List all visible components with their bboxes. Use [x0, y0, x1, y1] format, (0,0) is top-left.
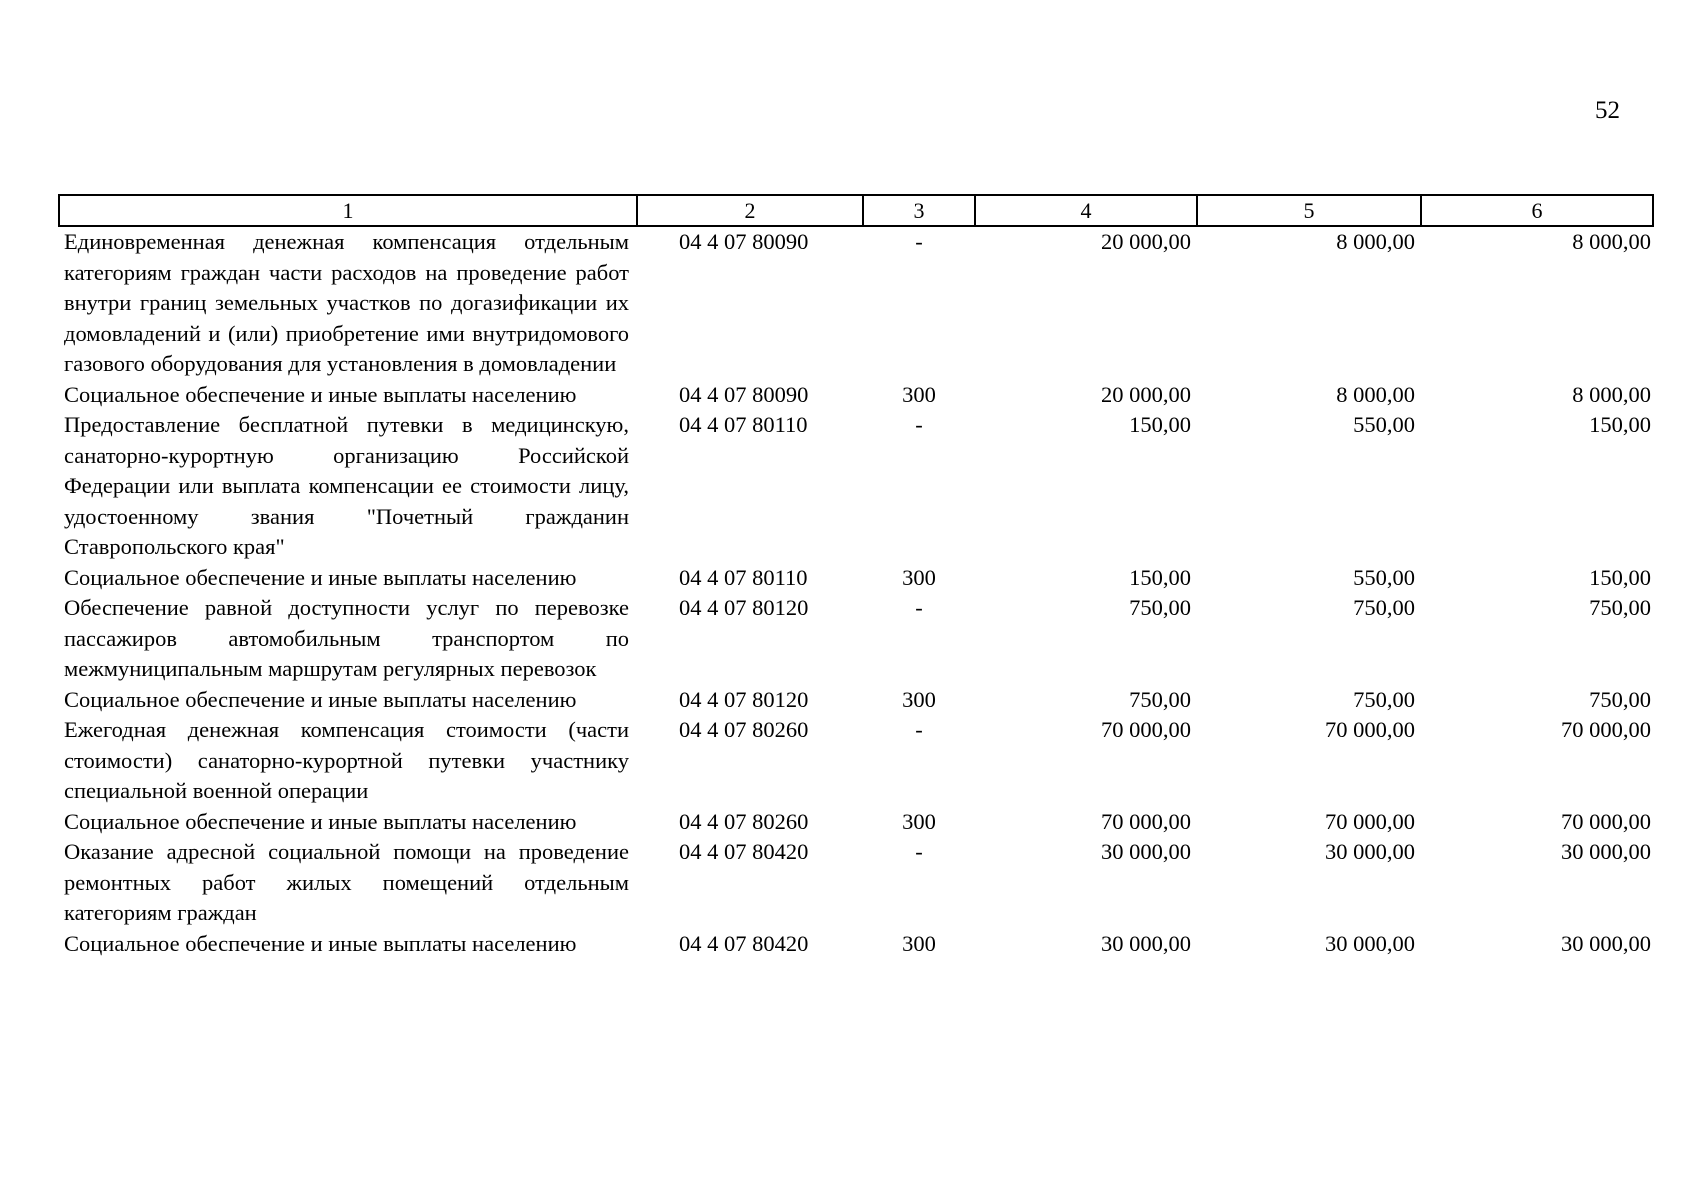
- row-value-5: 70 000,00: [1325, 808, 1415, 834]
- row-code: 04 4 07 80120: [679, 686, 809, 712]
- row-value-6: 150,00: [1589, 564, 1651, 590]
- header-col-5: 5: [1197, 195, 1421, 226]
- row-value-6: 150,00: [1589, 412, 1651, 437]
- row-code: 04 4 07 80090: [679, 229, 809, 254]
- row-value-6: 30 000,00: [1561, 930, 1651, 956]
- row-code: 04 4 07 80110: [679, 412, 808, 437]
- row-value-5: 30 000,00: [1325, 839, 1415, 864]
- row-type: -: [915, 229, 923, 254]
- row-value-5: 550,00: [1353, 564, 1415, 590]
- table-row: [59, 410, 1653, 563]
- row-type: 300: [902, 564, 936, 590]
- row-value-5: 30 000,00: [1325, 930, 1415, 956]
- table-body: [59, 226, 1653, 959]
- row-value-4: 20 000,00: [1101, 381, 1191, 407]
- row-code: 04 4 07 80260: [679, 717, 809, 742]
- table-row: [59, 837, 1653, 929]
- row-type: -: [915, 412, 923, 437]
- page-number: 52: [1595, 97, 1620, 124]
- header-row: [59, 195, 1653, 226]
- row-name: Социальное обеспечение и иные выплаты населению: [64, 564, 577, 590]
- table-row: [59, 685, 1653, 716]
- row-type: 300: [902, 808, 936, 834]
- row-value-4: 70 000,00: [1101, 717, 1191, 742]
- table-row: [59, 563, 1653, 594]
- table-row: [59, 593, 1653, 685]
- row-value-5: 8 000,00: [1336, 229, 1415, 254]
- row-name: Обеспечение равной доступности услуг по перевозке пассажиров автомобильным транспортом по межмуниципальным маршрутам регулярных перевозок: [64, 595, 629, 681]
- row-value-5: 8 000,00: [1336, 381, 1415, 407]
- row-value-4: 70 000,00: [1101, 808, 1191, 834]
- budget-table: [58, 194, 1654, 959]
- row-code: 04 4 07 80120: [679, 595, 809, 620]
- row-name: Социальное обеспечение и иные выплаты населению: [64, 686, 577, 712]
- row-value-6: 8 000,00: [1572, 381, 1651, 407]
- row-value-6: 750,00: [1589, 686, 1651, 712]
- row-code: 04 4 07 80420: [679, 930, 809, 956]
- row-value-4: 150,00: [1129, 564, 1191, 590]
- row-code: 04 4 07 80110: [679, 564, 808, 590]
- row-type: 300: [902, 686, 936, 712]
- row-value-5: 750,00: [1353, 686, 1415, 712]
- row-name: Социальное обеспечение и иные выплаты населению: [64, 930, 577, 956]
- row-value-6: 70 000,00: [1561, 808, 1651, 834]
- row-name: Единовременная денежная компенсация отдельным категориям граждан части расходов на проведение работ внутри границ земельных участков по догазификации их домовладений и (или) приобретение ими внутридомового газового оборудования для установления в домовладении: [64, 229, 629, 376]
- table-row: [59, 929, 1653, 960]
- table-row: [59, 226, 1653, 380]
- row-value-6: 70 000,00: [1561, 717, 1651, 742]
- row-value-6: 8 000,00: [1572, 229, 1651, 254]
- row-type: -: [915, 595, 923, 620]
- row-type: 300: [902, 381, 936, 407]
- row-type: -: [915, 839, 923, 864]
- row-name: Ежегодная денежная компенсация стоимости (части стоимости) санаторно-курортной путевки участнику специальной военной операции: [64, 717, 629, 803]
- row-name: Социальное обеспечение и иные выплаты населению: [64, 808, 577, 834]
- row-value-4: 150,00: [1129, 412, 1191, 437]
- row-code: 04 4 07 80090: [679, 381, 809, 407]
- row-name: Социальное обеспечение и иные выплаты населению: [64, 381, 577, 407]
- header-col-1: 1: [59, 195, 637, 226]
- header-col-4: 4: [975, 195, 1197, 226]
- row-value-5: 550,00: [1353, 412, 1415, 437]
- row-code: 04 4 07 80260: [679, 808, 809, 834]
- table-row: [59, 715, 1653, 807]
- row-value-4: 30 000,00: [1101, 839, 1191, 864]
- row-value-4: 20 000,00: [1101, 229, 1191, 254]
- row-value-5: 70 000,00: [1325, 717, 1415, 742]
- table-row: [59, 380, 1653, 411]
- row-value-6: 30 000,00: [1561, 839, 1651, 864]
- table-row: [59, 807, 1653, 838]
- header-col-6: 6: [1421, 195, 1653, 226]
- row-type: -: [915, 717, 923, 742]
- header-col-2: 2: [637, 195, 863, 226]
- row-type: 300: [902, 930, 936, 956]
- row-name: Оказание адресной социальной помощи на проведение ремонтных работ жилых помещений отдельным категориям граждан: [64, 839, 629, 925]
- row-code: 04 4 07 80420: [679, 839, 809, 864]
- row-value-4: 30 000,00: [1101, 930, 1191, 956]
- header-col-3: 3: [863, 195, 975, 226]
- row-name: Предоставление бесплатной путевки в медицинскую, санаторно-курортную организацию Российской Федерации или выплата компенсации ее стоимости лицу, удостоенному звания "Почетный гражданин Ставропольского края": [64, 412, 629, 559]
- row-value-5: 750,00: [1353, 595, 1415, 620]
- row-value-4: 750,00: [1129, 686, 1191, 712]
- row-value-6: 750,00: [1589, 595, 1651, 620]
- row-value-4: 750,00: [1129, 595, 1191, 620]
- table-header: [59, 195, 1653, 226]
